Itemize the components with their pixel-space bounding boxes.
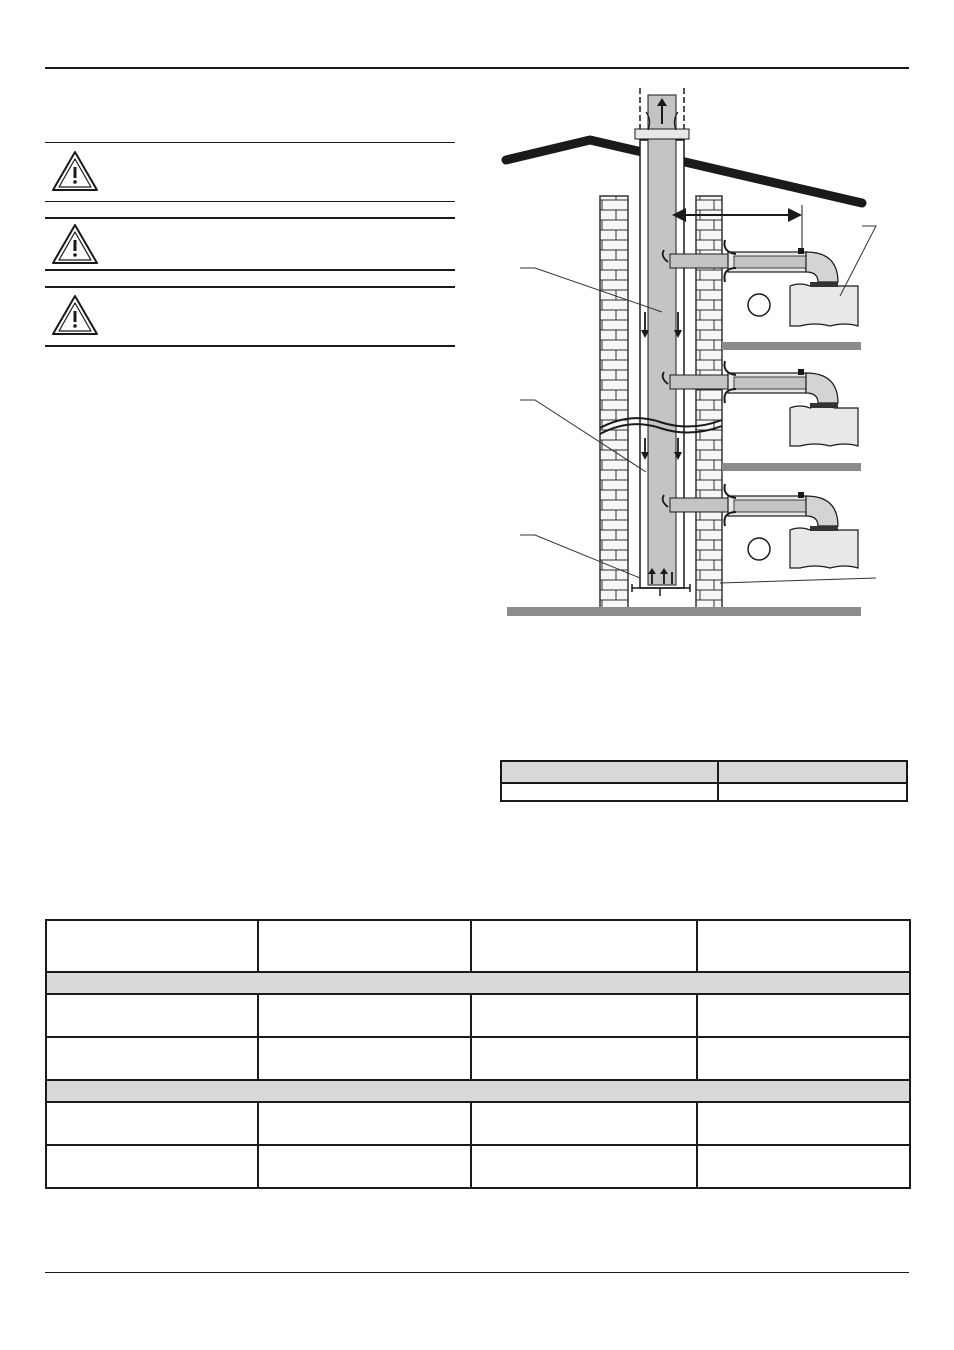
column-header: [258, 920, 471, 972]
room-label-a: [748, 294, 770, 316]
table-cell: [697, 994, 910, 1037]
warning-box-2: [45, 217, 455, 271]
warning-box-1: [45, 142, 455, 202]
table-row: [46, 1102, 910, 1145]
brick-wall-left: [600, 196, 628, 608]
table-row: [46, 994, 910, 1037]
group-title: [46, 1080, 910, 1102]
table-cell: [697, 1145, 910, 1188]
warning-triangle-icon: [51, 150, 99, 192]
footer-rule: [45, 1272, 909, 1273]
column-header: [697, 920, 910, 972]
group-row: [46, 972, 910, 994]
flue-length-table: [45, 919, 911, 1189]
floor-slab-upper: [722, 342, 861, 350]
table-cell: [471, 1145, 697, 1188]
table-cell: [258, 1102, 471, 1145]
table-cell: [471, 1037, 697, 1080]
table-cell: [258, 1037, 471, 1080]
spec-table: [500, 760, 908, 802]
table-header-row: [46, 920, 910, 972]
table-cell: [46, 1145, 258, 1188]
floor-slab-middle: [722, 463, 861, 471]
table-cell: [258, 1145, 471, 1188]
spec-table-header: [718, 761, 907, 783]
chimney-flue-diagram: [500, 88, 885, 623]
table-cell: [697, 1037, 910, 1080]
ground-slab: [507, 607, 861, 616]
spec-table-cell: [501, 783, 718, 801]
spec-table-cell: [718, 783, 907, 801]
table-row: [46, 1037, 910, 1080]
table-cell: [46, 1102, 258, 1145]
table-row: [501, 783, 907, 801]
warning-triangle-icon: [51, 294, 99, 336]
column-header: [471, 920, 697, 972]
table-cell: [471, 1102, 697, 1145]
table-row: [46, 1145, 910, 1188]
group-row: [46, 1080, 910, 1102]
warning-triangle-icon: [51, 223, 99, 265]
group-title: [46, 972, 910, 994]
table-cell: [471, 994, 697, 1037]
column-header: [46, 920, 258, 972]
table-cell: [46, 1037, 258, 1080]
chimney-terminal-collar: [635, 129, 689, 139]
room-label-b: [748, 538, 770, 560]
warning-box-3: [45, 286, 455, 347]
header-rule: [45, 67, 909, 69]
table-cell: [258, 994, 471, 1037]
table-cell: [697, 1102, 910, 1145]
spec-table-header: [501, 761, 718, 783]
table-cell: [46, 994, 258, 1037]
